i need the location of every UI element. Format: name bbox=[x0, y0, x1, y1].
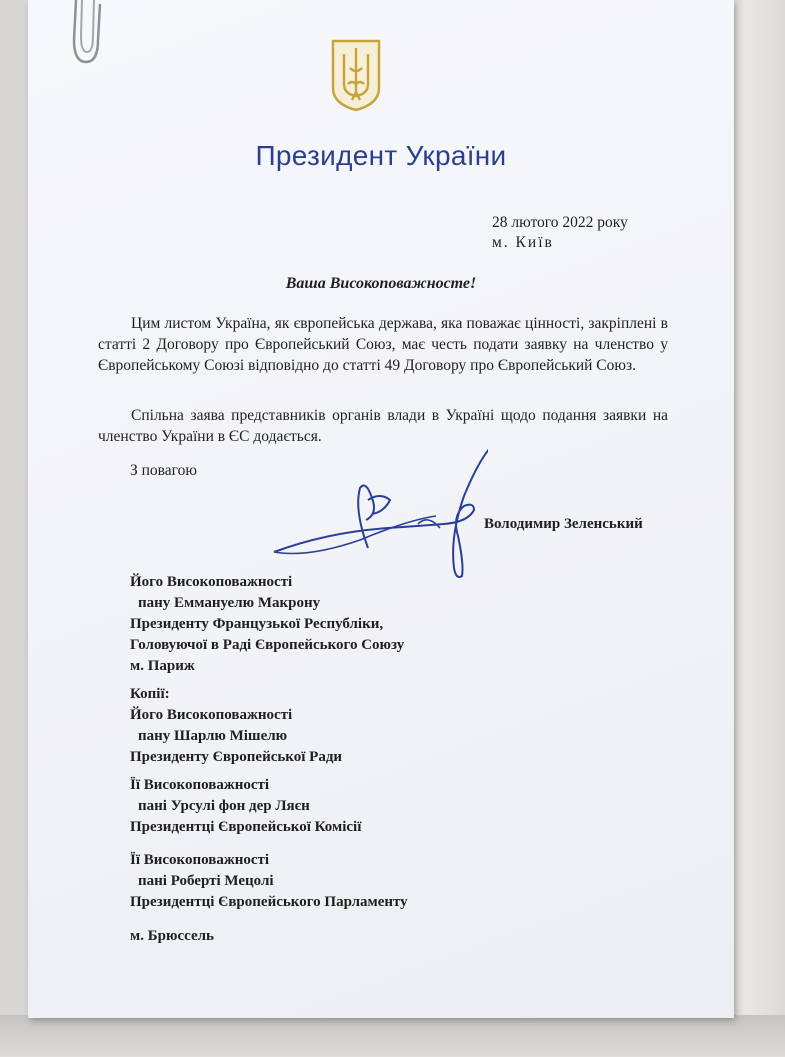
closing: З повагою bbox=[130, 462, 197, 479]
copy-block-leyen bbox=[130, 775, 361, 838]
copies-city: м. Брюссель bbox=[130, 928, 214, 944]
copy-line: Президентці Європейської Комісії bbox=[130, 819, 362, 835]
copies-label: Копії: bbox=[130, 686, 170, 702]
copy-line: Його Високоповажності bbox=[130, 707, 293, 723]
copy-line: Президенту Європейської Ради bbox=[130, 749, 343, 765]
addressee-line: Його Високоповажності bbox=[130, 574, 293, 590]
copy-line: пану Шарлю Мішелю bbox=[138, 728, 288, 744]
copy-line: пані Урсулі фон дер Ляєн bbox=[138, 798, 310, 814]
signer-name: Володимир Зеленський bbox=[484, 516, 643, 532]
salutation: Ваша Високоповажносте! bbox=[285, 275, 477, 292]
copy-block-michel bbox=[130, 705, 342, 768]
addressee-line: Президенту Французької Республіки, bbox=[130, 616, 384, 632]
addressee-block bbox=[130, 572, 404, 677]
letter-date: 28 лютого 2022 року bbox=[492, 214, 628, 231]
coat-of-arms-icon bbox=[330, 38, 382, 112]
addressee-line: Головуючої в Раді Європейського Союзу bbox=[130, 637, 405, 653]
letterhead-title: Президент України bbox=[255, 140, 507, 171]
background-edge bbox=[0, 1015, 785, 1057]
addressee-line: пану Еммануелю Макрону bbox=[138, 595, 321, 611]
copy-line: Її Високоповажності bbox=[130, 777, 270, 793]
copy-line: пані Роберті Мецолі bbox=[138, 873, 274, 889]
letter-city: м. Київ bbox=[492, 234, 554, 251]
copy-block-metsola bbox=[130, 850, 408, 913]
copy-line: Її Високоповажності bbox=[130, 852, 270, 868]
addressee-line: м. Париж bbox=[130, 658, 195, 674]
paragraph-application: Цим листом Україна, як європейська держава, яка поважає цінності, закріплені в статті 2 Договору про Європейський Союз, має честь подати заявку на членство у Європейському Союзі відповідно до статті 49 Договору про Європейський Союз. bbox=[98, 315, 668, 374]
paragraph-joint-statement: Спільна заява представників органів влади в Україні щодо подання заявки на членство України в ЄС додається. bbox=[98, 407, 668, 445]
copy-line: Президентці Європейського Парламенту bbox=[130, 894, 408, 910]
letter-page bbox=[28, 0, 734, 1018]
signature-image bbox=[268, 440, 488, 585]
paper-clip-icon bbox=[62, 0, 112, 72]
